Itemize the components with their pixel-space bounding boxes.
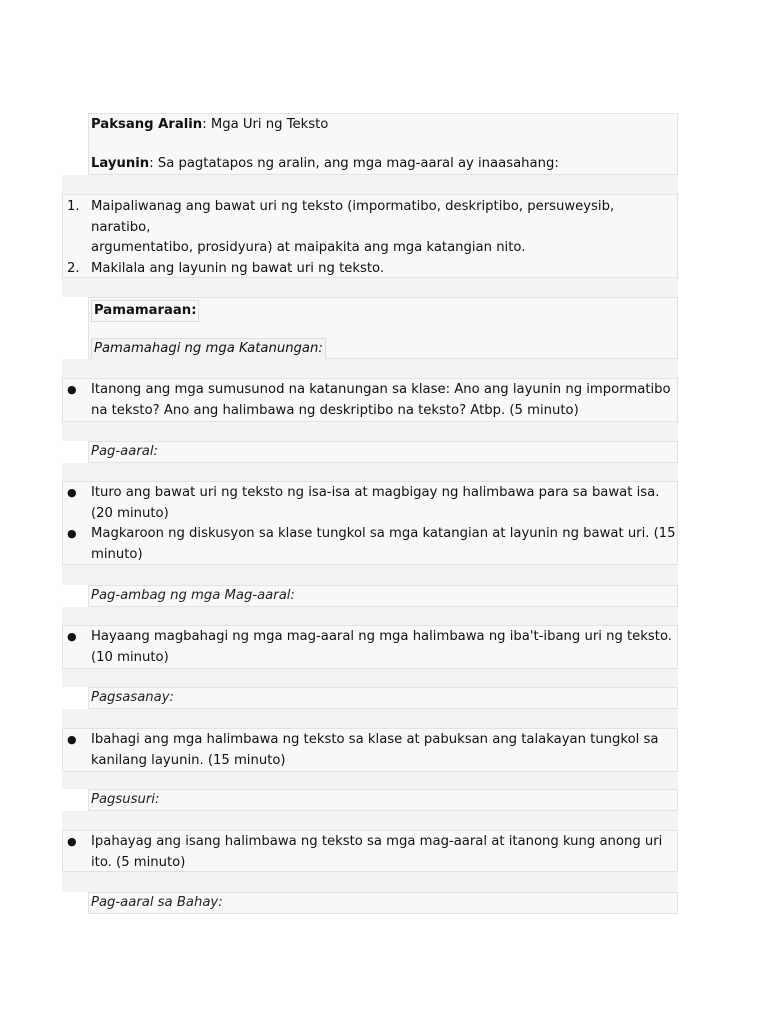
list-item-line: Hayaang magbahagi ng mga mag-aaral ng mga halimbawa ng iba't-ibang uri ng teksto. <box>91 629 673 644</box>
objective-item <box>63 259 677 280</box>
activity-list <box>62 830 678 872</box>
objective-item <box>63 197 677 259</box>
bullet-icon: ● <box>67 486 77 499</box>
list-item <box>63 730 677 771</box>
list-item-line: Ibahagi ang mga halimbawa ng teksto sa klase at pabuksan ang talakayan tungkol sa <box>91 732 659 747</box>
gap-band <box>62 463 678 481</box>
bullet-icon: ● <box>67 527 77 540</box>
list-item-line: na teksto? Ano ang halimbawa ng deskriptibo na teksto? Atbp. (5 minuto) <box>91 402 579 418</box>
section-heading: Pagsasanay: <box>88 687 678 709</box>
list-item <box>63 524 677 565</box>
gap-band <box>62 359 678 378</box>
objective-number: 2. <box>67 260 80 276</box>
section-heading: Pag-aaral: <box>88 441 678 463</box>
list-item-line: kanilang layunin. (15 minuto) <box>91 752 286 768</box>
list-item-line: Ipahayag ang isang halimbawa ng teksto sa mga mag-aaral at itanong kung anong uri <box>91 834 663 849</box>
bullet-icon: ● <box>67 733 77 746</box>
list-item-line: Ituro ang bawat uri ng teksto ng isa-isa at magbigay ng halimbawa para sa bawat isa. <box>91 485 660 500</box>
list-item <box>63 832 677 873</box>
gap-band <box>62 422 678 441</box>
objective-line: argumentatibo, prosidyura) at maipakita ang mga katangian nito. <box>91 240 526 255</box>
list-item-line: Magkaroon ng diskusyon sa klase tungkol sa mga katangian at layunin ng bawat uri. (15 <box>91 526 676 541</box>
list-item-line: (20 minuto) <box>91 505 169 521</box>
paksa-value: : Mga Uri ng Teksto <box>202 117 329 132</box>
activity-list <box>62 625 678 669</box>
section-heading: Pag-ambag ng mga Mag-aaral: <box>88 585 678 607</box>
bullet-icon: ● <box>67 630 77 643</box>
gap-band <box>62 772 678 789</box>
objectives-list <box>62 194 678 278</box>
layunin-value: : Sa pagtatapos ng aralin, ang mga mag-aaral ay inaasahang: <box>149 156 559 171</box>
gap-band <box>62 175 678 194</box>
gap-band <box>62 669 678 687</box>
bullet-icon: ● <box>67 835 77 848</box>
list-item <box>63 483 677 524</box>
activity-list <box>62 378 678 422</box>
pamamaraan-label: Pamamaraan: <box>91 303 199 318</box>
list-item-line: minuto) <box>91 546 143 562</box>
activity-list <box>62 728 678 772</box>
layunin-line <box>91 154 559 174</box>
layunin-label: Layunin <box>91 156 150 171</box>
gap-band <box>62 607 678 625</box>
list-item <box>63 380 677 421</box>
pamamaraan-panel <box>88 297 678 359</box>
paksa-label: Paksang Aralin <box>91 117 203 132</box>
gap-band <box>62 709 678 728</box>
list-item <box>63 627 677 668</box>
objective-line: Maipaliwanag ang bawat uri ng teksto (impormatibo, deskriptibo, persuweysib, naratibo, <box>91 199 615 235</box>
paksa-line <box>91 115 328 135</box>
lesson-header <box>88 113 678 175</box>
gap-band <box>62 565 678 585</box>
section-heading: Pagsusuri: <box>88 789 678 811</box>
objective-number: 1. <box>67 199 80 214</box>
section-heading: Pag-aaral sa Bahay: <box>88 892 678 914</box>
gap-band <box>62 872 678 892</box>
objective-line: Makilala ang layunin ng bawat uri ng teksto. <box>91 260 385 276</box>
pamamaraan-subheading: Pamamahagi ng mga Katanungan: <box>91 338 326 360</box>
pamamaraan-heading <box>91 300 199 322</box>
activity-list <box>62 481 678 565</box>
list-item-line: Itanong ang mga sumusunod na katanungan sa klase: Ano ang layunin ng impormatibo <box>91 382 671 397</box>
pamamaraan-sub <box>91 338 326 360</box>
list-item-line: ito. (5 minuto) <box>91 854 186 870</box>
gap-band <box>62 811 678 830</box>
gap-band <box>62 278 678 297</box>
bullet-icon: ● <box>67 383 77 396</box>
list-item-line: (10 minuto) <box>91 649 169 665</box>
